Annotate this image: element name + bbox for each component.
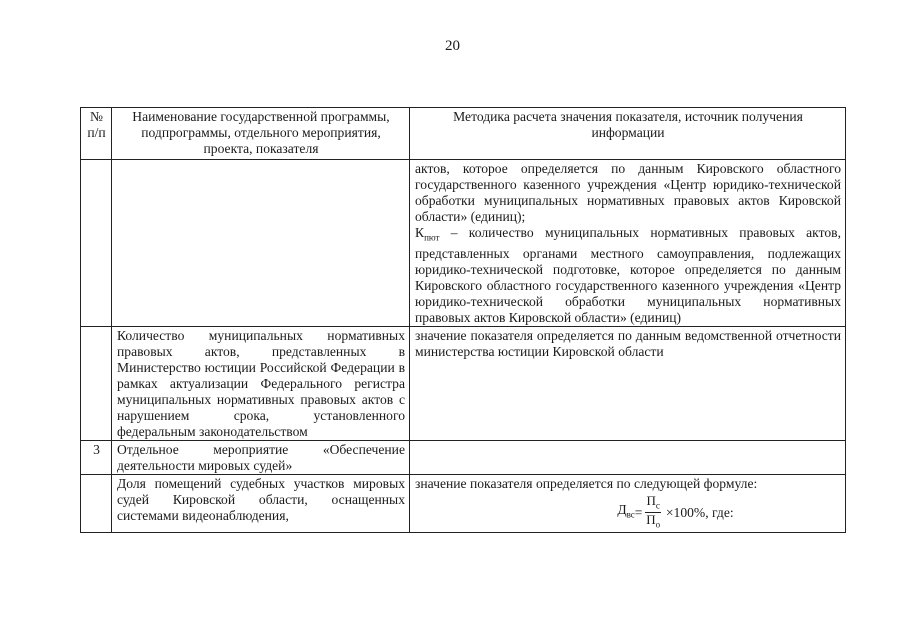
table-row [81,326,846,440]
row3-name-cell: Отдельное мероприятие «Обеспечение деятельности мировых судей» [112,440,410,474]
page-number: 20 [445,38,460,54]
formula-fraction [645,494,660,532]
row1-name-cell [112,160,410,327]
formula-numerator: $П_с$ [645,494,660,514]
formula-denominator: $П_о$ [646,512,661,530]
row2-method-cell: значение показателя определяется по данным ведомственной отчетности министерства юстиции Кировской области [410,326,846,440]
row2-number-cell [81,326,112,440]
row2-name-cell: Количество муниципальных нормативных правовых актов, представленных в Министерство юстиции Российской Федерации в рамках актуализации Федерального регистра муниципальных нормативных правовых актов с нарушением срока, установленного федеральным законодательством [112,326,410,440]
row1-method-cell [410,160,846,327]
k-symbol-definition: – количество муниципальных нормативных правовых актов, представленных органами местного самоуправления, подлежащих юридико-технической подготовке, которое определяется по данным Кировского областного государственного казенного учреждения «Центр юридико-технической обработки муниципальных нормативных правовых актов Кировской области» (единиц) [415,225,841,325]
row4-number-cell [81,474,112,532]
header-name-cell: Наименование государственной программы, подпрограммы, отдельного мероприятия, проекта, показателя [112,108,410,160]
row4-name-cell: Доля помещений судебных участков мировых судей Кировской области, оснащенных системами видеонаблюдения, [112,474,410,532]
table-header-row [81,108,846,160]
header-number-cell: № п/п [81,108,112,160]
formula-tail: ×100%, где: [665,504,734,520]
k-symbol-subscript: пют [424,232,440,243]
table-row [81,440,846,474]
header-method-cell: Методика расчета значения показателя, источник получения информации [410,108,846,160]
table-row [81,160,846,327]
formula-lhs: $Д_{вс}$ [617,502,635,521]
indicator-table [80,107,846,533]
table-row [81,474,846,532]
row3-number-cell: 3 [81,440,112,474]
row1-method-text-2 [415,225,841,326]
row1-method-text-1: актов, которое определяется по данным Кировского областного государственного казенного учреждения «Центр юридико-технической обработки муниципальных нормативных правовых актов Кировской области» (единиц); [415,161,841,224]
k-symbol: К [415,225,425,240]
formula-equals: = [634,504,643,520]
formula [415,494,841,532]
row3-method-cell [410,440,846,474]
row1-number-cell [81,160,112,327]
formula-intro: значение показателя определяется по следующей формуле: [415,475,758,491]
row4-method-cell [410,474,846,532]
